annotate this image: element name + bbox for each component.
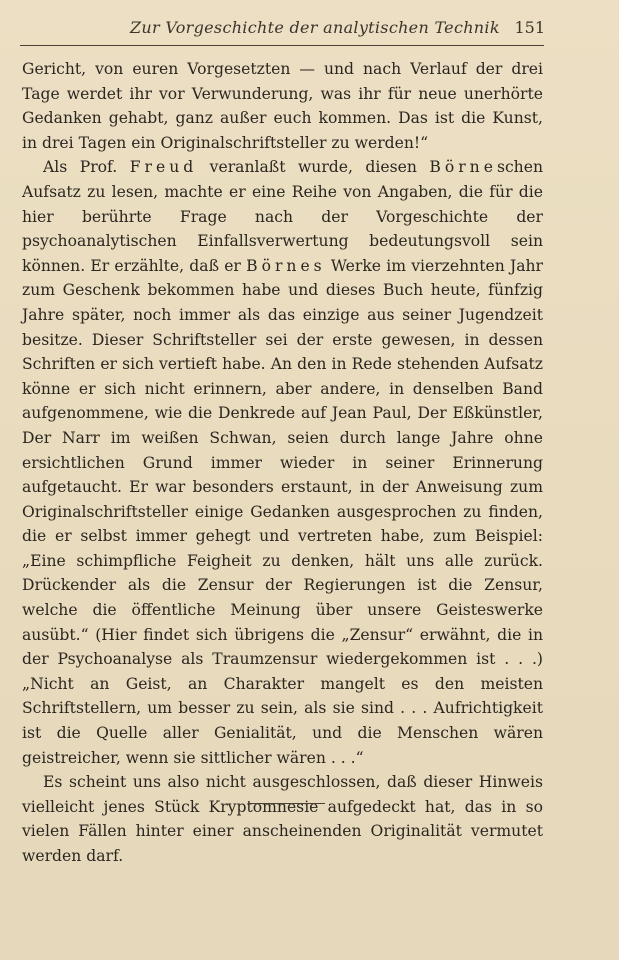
text-run: Als Prof. [43,158,130,177]
paragraph-freud-boerne [22,155,543,770]
spaced-name-freud: Freud [129,158,198,177]
section-end-rule [248,803,325,804]
paragraph-continued: Gericht, von euren Vorgesetzten — und nach Verlauf der drei Tage werdet ihr vor Verwunderung, was ihr für neue unerhörte Gedanken gehabt, ganz außer euch kommen. Das ist die Kunst, in drei Tagen ein Originalschriftsteller zu werden!“ [22,60,543,152]
text-run: schen Aufsatz zu lesen, machte er eine Reihe von Angaben, die für die hier berührte Frage nach der Vorgeschichte der psychoanalytischen Einfallsverwertung bedeutungsvoll sein können. Er erzählte, daß er [22,158,543,275]
running-head-title: Zur Vorgeschichte der analytischen Technik [130,18,500,37]
text-run: veranlaßt wurde, diesen [197,158,430,177]
body-text [22,57,543,869]
paragraph-conclusion: Es scheint uns also nicht ausgeschlossen, daß dieser Hinweis vielleicht jenes Stück Kryptomnesie aufgedeckt hat, das in so vielen Fällen hinter einer anscheinenden Originalität vermutet werden darf. [22,773,543,865]
spaced-name-boerne: Börne [429,158,497,177]
text-run: Werke im vierzehnten Jahr zum Geschenk bekommen habe und dieses Buch heute, fünfzig Jahre später, noch immer als das einzige aus seiner Jugendzeit besitze. Dieser Schriftsteller sei der erste gewesen, in dessen Schriften er sich vertieft habe. An den in Rede stehenden Aufsatz könne er sich nicht erinnern, aber andere, in denselben Band aufgenommene, wie die Denkrede auf Jean Paul, Der Eßkünstler, Der Narr im weißen Schwan, seien durch lange Jahre ohne ersichtlichen Grund immer wieder in seiner Erinnerung aufgetaucht. Er war besonders erstaunt, in der Anweisung zum Originalschriftsteller einige Gedanken ausgesprochen zu finden, die er selbst immer gehegt und vertreten habe, zum Beispiel: „Eine schimpfliche Feigheit zu denken, hält uns alle zurück. Drückender als die Zensur der Regierungen ist die Zensur, welche die öffentliche Meinung über unsere Geisteswerke ausübt.“ (Hier findet sich übrigens die „Zensur“ erwähnt, die in der Psychoanalyse als Traumzensur wiedergekommen ist . . .) „Nicht an Geist, an Charakter mangelt es den meisten Schriftstellern, um besser zu sein, als sie sind . . . Aufrichtigkeit ist die Quelle aller Genialität, und die Menschen wären geistreicher, wenn sie sittlicher wären . . .“ [22,256,544,767]
spaced-name-boernes: Börnes [246,256,326,275]
page-number: 151 [514,18,545,37]
header-rule [20,45,544,46]
running-head [20,18,545,42]
